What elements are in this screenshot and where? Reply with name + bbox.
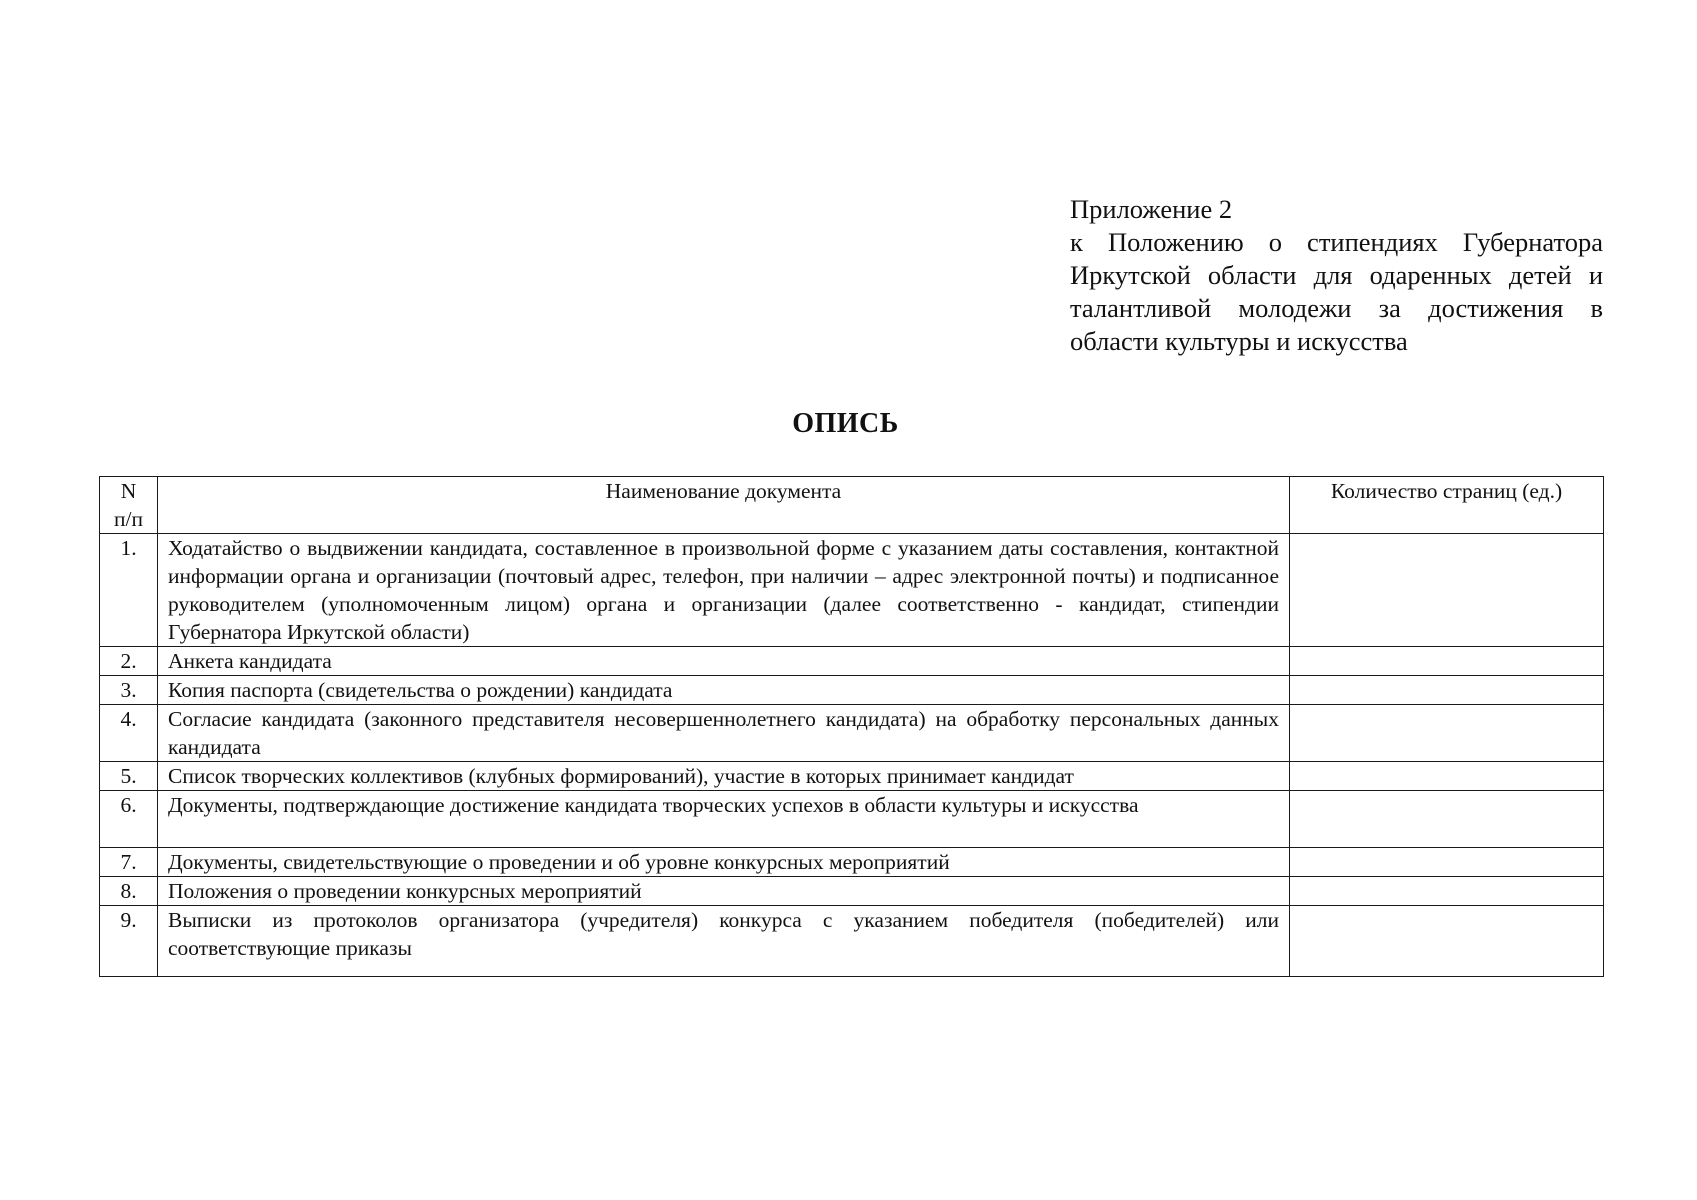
row-number: 7. — [100, 848, 158, 877]
row-number: 9. — [100, 906, 158, 977]
table-row — [100, 534, 1604, 647]
table-row — [100, 676, 1604, 705]
row-page-count — [1290, 791, 1604, 848]
row-document-name: Копия паспорта (свидетельства о рождении) кандидата — [158, 676, 1290, 705]
appendix-line-5: области культуры и искусства — [1070, 326, 1408, 356]
row-number: 4. — [100, 705, 158, 762]
row-document-name: Документы, подтверждающие достижение кандидата творческих успехов в области культуры и искусства — [158, 791, 1290, 848]
table-row — [100, 791, 1604, 848]
row-page-count — [1290, 877, 1604, 906]
row-document-name: Анкета кандидата — [158, 647, 1290, 676]
appendix-block — [1070, 193, 1603, 358]
row-page-count — [1290, 848, 1604, 877]
row-page-count — [1290, 762, 1604, 791]
appendix-title: Приложение 2 — [1070, 194, 1233, 224]
document-title — [0, 408, 1697, 440]
header-page-count: Количество страниц (ед.) — [1290, 477, 1604, 534]
row-number: 3. — [100, 676, 158, 705]
table-row — [100, 906, 1604, 977]
row-number: 5. — [100, 762, 158, 791]
row-number: 2. — [100, 647, 158, 676]
header-number — [100, 477, 158, 534]
appendix-line-3: Иркутской области для одаренных детей и — [1070, 260, 1603, 290]
header-number-line-1: N — [120, 479, 137, 503]
table-row — [100, 762, 1604, 791]
inventory-table — [99, 476, 1604, 977]
row-document-name: Выписки из протоколов организатора (учредителя) конкурса с указанием победителя (победителей) или соответствующие приказы — [158, 906, 1290, 977]
row-page-count — [1290, 705, 1604, 762]
row-document-name: Положения о проведении конкурсных мероприятий — [158, 877, 1290, 906]
row-page-count — [1290, 647, 1604, 676]
table-row — [100, 848, 1604, 877]
table-row — [100, 705, 1604, 762]
row-document-name: Согласие кандидата (законного представителя несовершеннолетнего кандидата) на обработку персональных данных кандидата — [158, 705, 1290, 762]
appendix-line-4: талантливой молодежи за достижения в — [1070, 293, 1603, 323]
row-document-name: Ходатайство о выдвижении кандидата, составленное в произвольной форме с указанием даты составления, контактной информации органа и организации (почтовый адрес, телефон, при наличии – адрес электронной почты) и подписанное руководителем (уполномоченным лицом) органа и организации (далее соответственно - кандидат, стипендии Губернатора Иркутской области) — [158, 534, 1290, 647]
row-page-count — [1290, 534, 1604, 647]
row-page-count — [1290, 676, 1604, 705]
table-row — [100, 877, 1604, 906]
document-title-text: ОПИСЬ — [792, 408, 899, 439]
row-number: 8. — [100, 877, 158, 906]
appendix-line-2: к Положению о стипендиях Губернатора — [1070, 227, 1603, 257]
row-page-count — [1290, 906, 1604, 977]
row-document-name: Документы, свидетельствующие о проведении и об уровне конкурсных мероприятий — [158, 848, 1290, 877]
table-row — [100, 647, 1604, 676]
row-document-name: Список творческих коллективов (клубных формирований), участие в которых принимает кандидат — [158, 762, 1290, 791]
header-number-line-2: п/п — [114, 507, 143, 531]
row-number: 1. — [100, 534, 158, 647]
row-number: 6. — [100, 791, 158, 848]
table-header-row — [100, 477, 1604, 534]
header-document-name: Наименование документа — [158, 477, 1290, 534]
